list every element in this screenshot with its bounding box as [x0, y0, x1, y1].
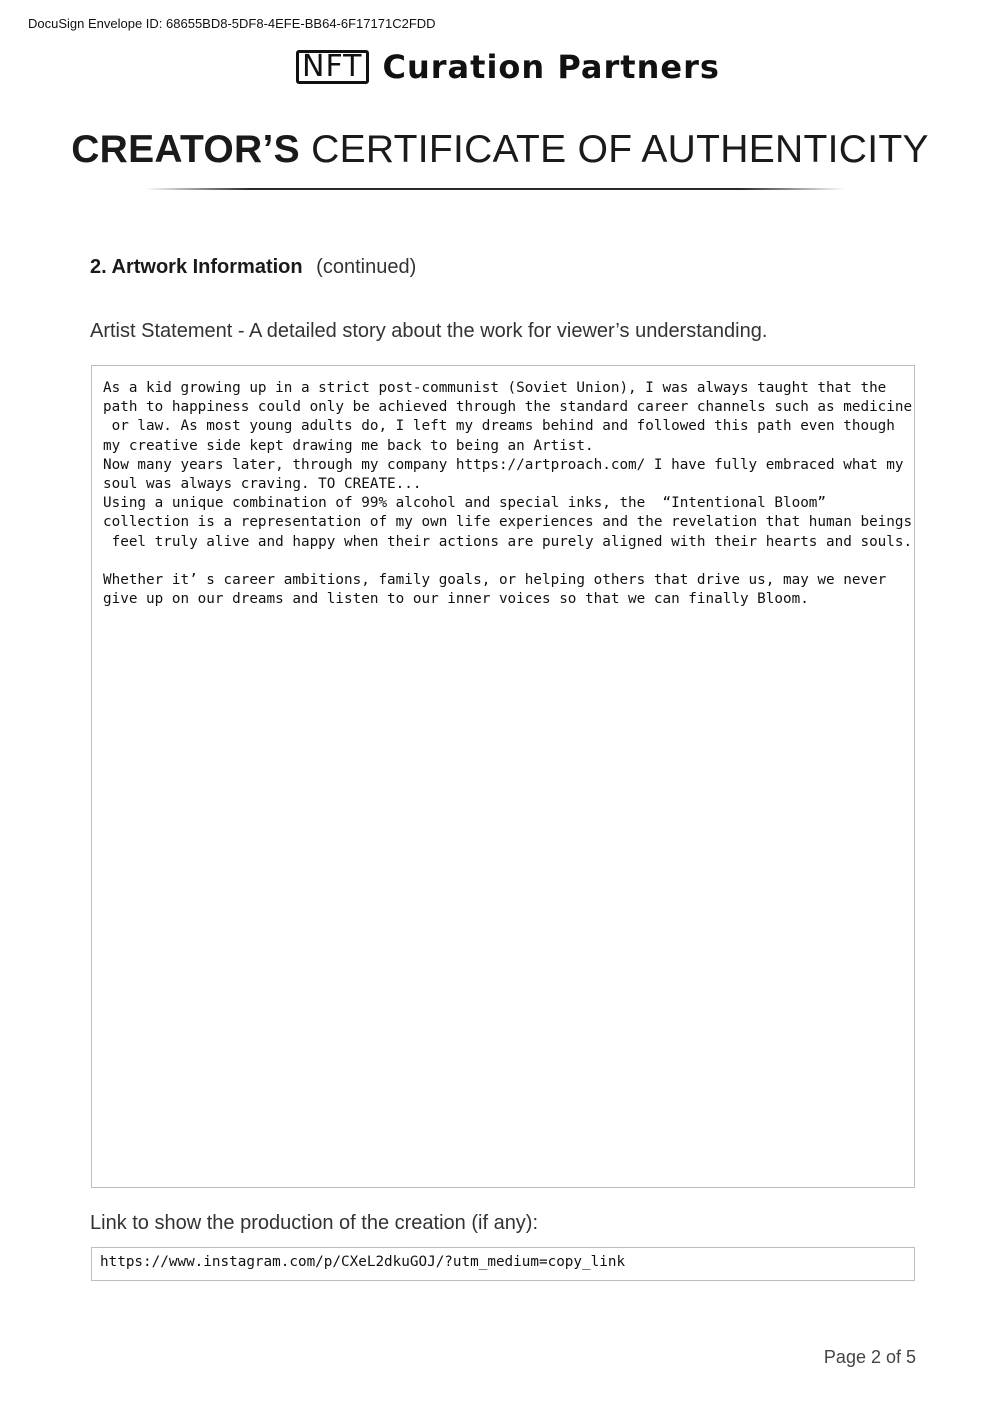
certificate-title: [0, 128, 1000, 172]
section-heading-title: 2. Artwork Information: [90, 256, 303, 278]
artist-statement-text: As a kid growing up in a strict post-communist (Soviet Union), I was always taught that the path to happiness could only be achieved through the standard career channels such as medicine or law. As most young adults do, I left my dreams behind and followed this path even though my creative side kept drawing me back to being an Artist. Now many years later, through my company https://artproach.com/ I have fully embraced what my soul was always craving. TO CREATE... Using a unique combination of 99% alcohol and special inks, the “Intentional Bloom” collection is a representation of my own life experiences and the revelation that human beings feel truly alive and happy when their actions are purely aligned with their hearts and souls. Whether it’ s career ambitions, family goals, or helping others that drive us, may we never give up on our dreams and listen to our inner voices so that we can finally Bloom.: [103, 380, 913, 608]
title-divider: [145, 188, 845, 190]
artist-statement-field[interactable]: [91, 365, 915, 1188]
page-number: Page 2 of 5: [823, 1347, 916, 1367]
artist-statement-label: Artist Statement - A detailed story about the work for viewer’s understanding.: [90, 320, 768, 342]
nft-curation-partners-logo: [296, 47, 720, 87]
production-link-field[interactable]: https://www.instagram.com/p/CXeL2dkuGOJ/?utm_medium=copy_link: [91, 1247, 915, 1281]
section-heading: [90, 256, 416, 279]
logo-nft-box: NFT: [296, 50, 369, 84]
title-bold: CREATOR’S: [71, 128, 300, 171]
production-link-label: Link to show the production of the creation (if any):: [90, 1212, 539, 1234]
section-heading-continued: (continued): [316, 256, 417, 278]
logo-wordmark: Curation Partners: [382, 48, 720, 86]
docusign-envelope-id: DocuSign Envelope ID: 68655BD8-5DF8-4EFE-BB64-6F17171C2FDD: [28, 16, 436, 31]
title-regular: CERTIFICATE OF AUTHENTICITY: [311, 128, 929, 171]
